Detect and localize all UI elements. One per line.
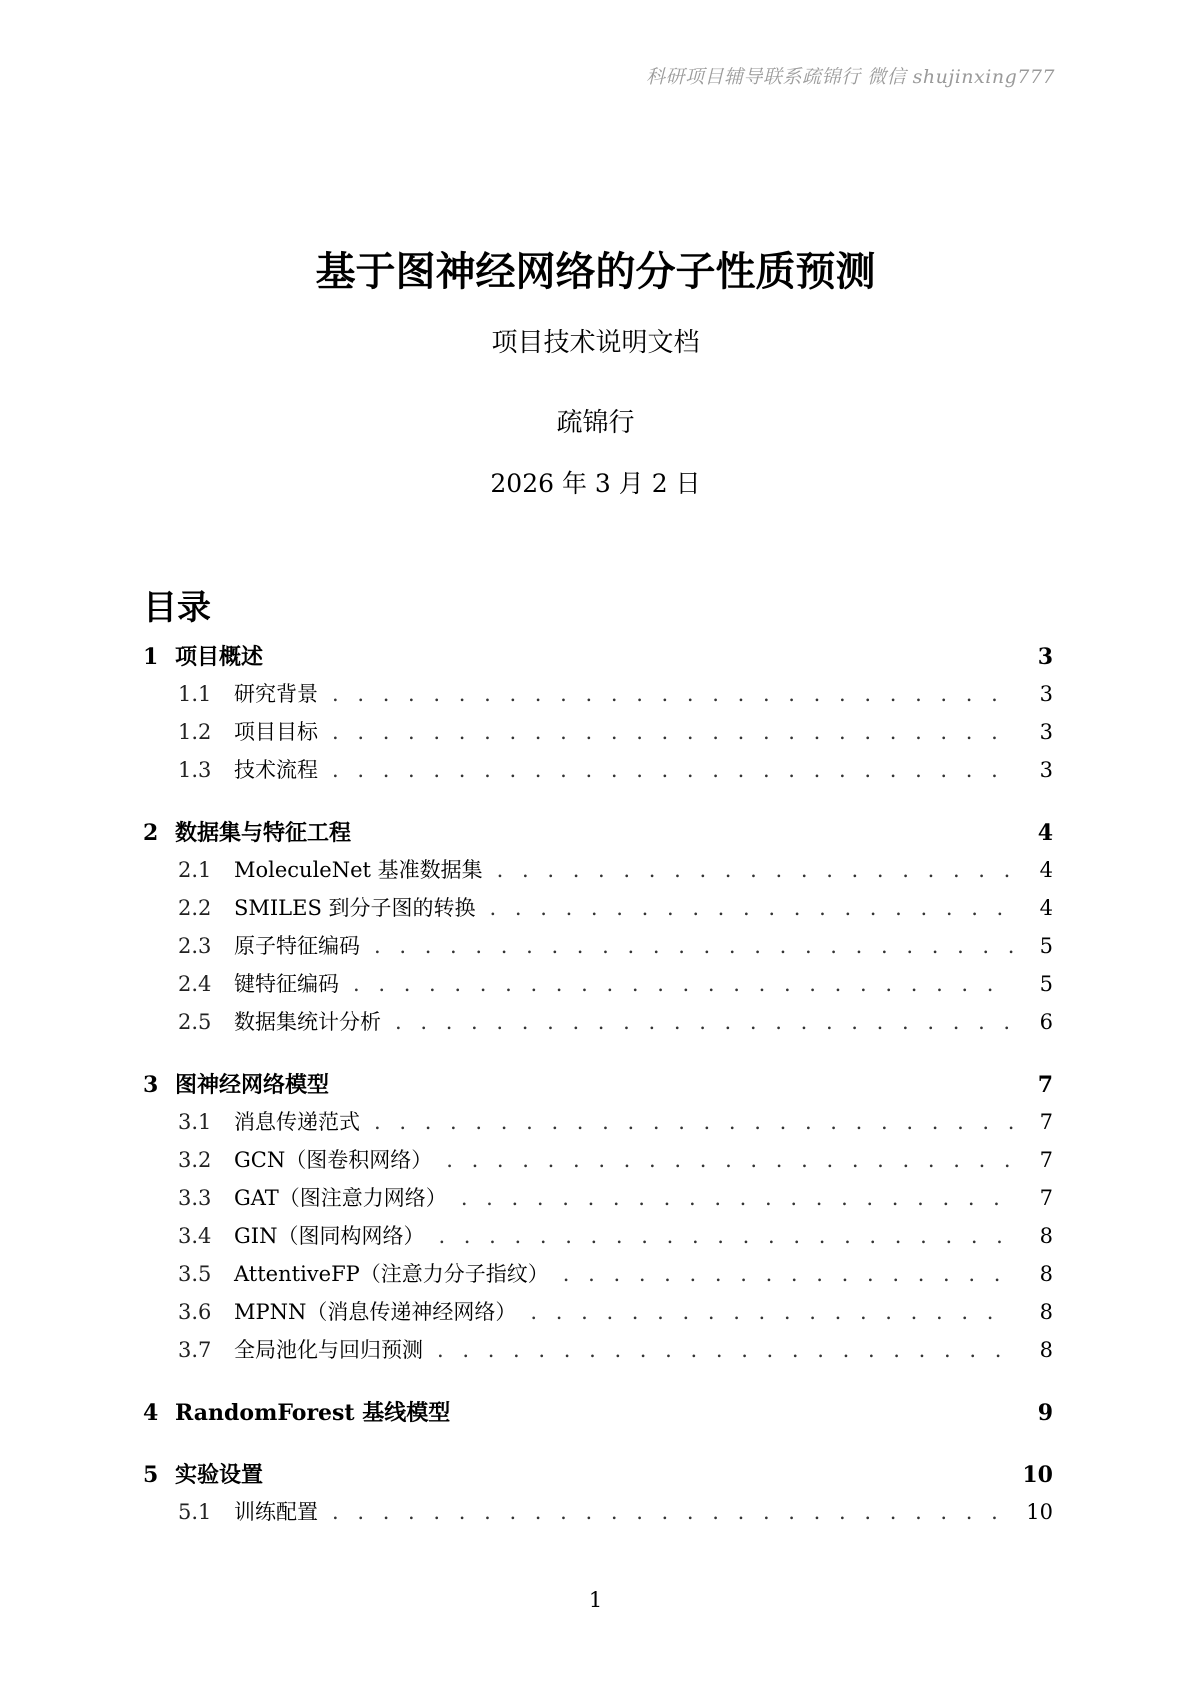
toc-leader-dots [332,758,1013,782]
toc-leader-dots [437,1338,1013,1362]
toc-subsection-page: 4 [1039,858,1053,882]
toc-section-page: 4 [1037,820,1053,846]
toc-subsection-title: 项目目标 [234,720,318,744]
toc-section-title: 图神经网络模型 [175,1072,330,1098]
toc-subsection-number: 3.2 [178,1148,212,1172]
toc-subsection-page: 8 [1039,1224,1053,1248]
toc-subsection-2.1[interactable] [143,854,1053,892]
toc-subsection-title: GAT（图注意力网络） [234,1186,447,1210]
toc-subsection-2.2[interactable] [143,892,1053,930]
toc-leader-dots [446,1148,1013,1172]
toc-leader-dots [461,1186,1013,1210]
toc-heading: 目录 [143,588,211,628]
toc-subsection-number: 1.1 [178,682,212,706]
toc-section-1[interactable] [143,640,1053,678]
toc-subsection-1.3[interactable] [143,754,1053,792]
toc-section-number: 2 [143,820,159,846]
toc-subsection-2.5[interactable] [143,1006,1053,1044]
toc-leader-dots [395,1010,1013,1034]
toc-subsection-number: 2.2 [178,896,212,920]
toc-section-page: 7 [1037,1072,1053,1098]
toc-subsection-3.5[interactable] [143,1258,1053,1296]
toc-subsection-number: 2.4 [178,972,212,996]
toc-subsection-number: 3.1 [178,1110,212,1134]
toc-subsection-page: 3 [1039,682,1053,706]
toc-subsection-page: 5 [1039,972,1053,996]
toc-subsection-page: 7 [1039,1186,1053,1210]
toc-section-title: 项目概述 [175,644,264,670]
toc-section-page: 3 [1037,644,1053,670]
document-author: 疏锦行 [556,408,635,438]
toc-subsection-2.3[interactable] [143,930,1053,968]
toc-subsection-title: 训练配置 [234,1500,318,1524]
toc-subsection-3.3[interactable] [143,1182,1053,1220]
toc-subsection-title: 原子特征编码 [234,934,360,958]
toc-subsection-page: 5 [1039,934,1053,958]
toc-leader-dots [353,972,1013,996]
toc-subsection-2.4[interactable] [143,968,1053,1006]
toc-leader-dots [332,682,1013,706]
toc-section-title: 数据集与特征工程 [175,820,352,846]
toc-subsection-page: 8 [1039,1262,1053,1286]
toc-section-number: 4 [143,1400,159,1426]
toc-subsection-1.1[interactable] [143,678,1053,716]
toc-subsection-title: AttentiveFP（注意力分子指纹） [234,1262,549,1286]
toc-section-2[interactable] [143,816,1053,854]
toc-leader-dots [530,1300,1013,1324]
toc-subsection-page: 10 [1026,1500,1053,1524]
document-date: 2026 年 3 月 2 日 [490,469,701,498]
toc-subsection-3.2[interactable] [143,1144,1053,1182]
toc-subsection-number: 2.1 [178,858,212,882]
toc-subsection-page: 3 [1039,758,1053,782]
toc-subsection-number: 3.7 [178,1338,212,1362]
toc-subsection-3.6[interactable] [143,1296,1053,1334]
toc-subsection-5.1[interactable] [143,1496,1053,1534]
toc-subsection-number: 3.3 [178,1186,212,1210]
toc-subsection-page: 7 [1039,1110,1053,1134]
toc-subsection-page: 8 [1039,1338,1053,1362]
page-number: 1 [588,1588,603,1612]
toc-subsection-page: 3 [1039,720,1053,744]
toc-section-4[interactable] [143,1396,1053,1434]
toc-section-3[interactable] [143,1068,1053,1106]
toc-subsection-number: 5.1 [178,1500,212,1524]
toc-section-page: 9 [1037,1400,1053,1426]
document-subtitle: 项目技术说明文档 [491,328,700,358]
toc-subsection-page: 4 [1039,896,1053,920]
toc-subsection-title: 数据集统计分析 [234,1010,381,1034]
toc-leader-dots [332,1500,1012,1524]
toc-subsection-page: 7 [1039,1148,1053,1172]
toc-subsection-number: 2.5 [178,1010,212,1034]
toc-leader-dots [374,934,1013,958]
toc-subsection-3.4[interactable] [143,1220,1053,1258]
toc-subsection-title: SMILES 到分子图的转换 [234,896,476,920]
toc-section-title: 实验设置 [175,1462,264,1488]
toc-subsection-title: 全局池化与回归预测 [234,1338,423,1362]
toc-subsection-title: GIN（图同构网络） [234,1224,425,1248]
toc-subsection-page: 8 [1039,1300,1053,1324]
toc-subsection-3.7[interactable] [143,1334,1053,1372]
toc-subsection-number: 2.3 [178,934,212,958]
toc-section-number: 1 [143,644,159,670]
toc-leader-dots [563,1262,1013,1286]
toc-subsection-number: 1.2 [178,720,212,744]
toc-section-number: 3 [143,1072,159,1098]
toc-subsection-number: 1.3 [178,758,212,782]
toc-section-title: RandomForest 基线模型 [175,1400,451,1426]
toc-leader-dots [374,1110,1013,1134]
toc-subsection-title: 消息传递范式 [234,1110,360,1134]
toc-subsection-title: 技术流程 [234,758,318,782]
toc-subsection-title: GCN（图卷积网络） [234,1148,433,1172]
toc-leader-dots [490,896,1013,920]
toc-subsection-title: 键特征编码 [234,972,339,996]
toc-leader-dots [497,858,1013,882]
toc-section-number: 5 [143,1462,159,1488]
toc-subsection-title: MoleculeNet 基准数据集 [234,858,483,882]
toc-subsection-number: 3.6 [178,1300,212,1324]
toc-section-5[interactable] [143,1458,1053,1496]
toc-subsection-number: 3.5 [178,1262,212,1286]
toc-subsection-title: 研究背景 [234,682,318,706]
toc-subsection-page: 6 [1039,1010,1053,1034]
toc-leader-dots [438,1224,1013,1248]
toc-section-page: 10 [1022,1462,1053,1488]
toc-subsection-1.2[interactable] [143,716,1053,754]
toc-leader-dots [332,720,1013,744]
header-watermark: 科研项目辅导联系疏锦行 微信 shujinxing777 [646,66,1055,88]
toc-subsection-number: 3.4 [178,1224,212,1248]
document-title: 基于图神经网络的分子性质预测 [315,248,876,295]
toc-subsection-3.1[interactable] [143,1106,1053,1144]
table-of-contents [143,640,1053,1534]
toc-subsection-title: MPNN（消息传递神经网络） [234,1300,517,1324]
